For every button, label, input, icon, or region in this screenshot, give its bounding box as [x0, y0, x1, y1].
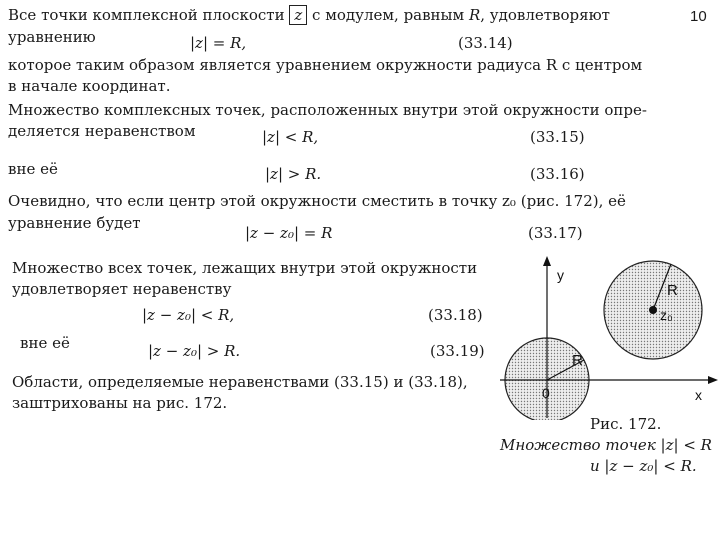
- axis-y-label: y: [557, 267, 564, 283]
- paragraph-3-line-2: деляется неравенством: [8, 122, 196, 140]
- origin-label: 0: [542, 385, 550, 401]
- eqno-33-18: (33.18): [428, 306, 483, 324]
- eqno-33-15: (33.15): [530, 128, 585, 146]
- equation-33-17: |z − z₀| = R: [245, 224, 333, 242]
- eqno-33-17: (33.17): [528, 224, 583, 242]
- paragraph-1-line-1: [8, 6, 610, 24]
- eqno-33-19: (33.19): [430, 342, 485, 360]
- eqno-33-14: (33.14): [458, 34, 513, 52]
- x-axis-arrow: [708, 376, 718, 384]
- outside-label-1: вне её: [8, 160, 58, 178]
- figure-172: [490, 250, 720, 420]
- center-point-z0: [649, 306, 657, 314]
- equation-33-14: |z| = R,: [190, 34, 247, 52]
- figure-caption-title: Рис. 172.: [590, 415, 662, 433]
- paragraph-8-line-2: заштрихованы на рис. 172.: [12, 394, 228, 412]
- z-boxed: z: [289, 5, 307, 25]
- eqno-33-16: (33.16): [530, 165, 585, 183]
- paragraph-2-line-1: которое таким образом является уравнением окружности радиуса R с центром: [8, 56, 643, 74]
- paragraph-5-line-1: Очевидно, что если центр этой окружности сместить в точку z₀ (рис. 172), её: [8, 192, 626, 210]
- equation-33-15: |z| < R,: [262, 128, 319, 146]
- p1-text-pre: Все точки комплексной плоскости: [8, 6, 285, 24]
- p1-text-mid: с модулем, равным: [312, 6, 465, 24]
- equation-33-19: |z − z₀| > R.: [148, 342, 241, 360]
- paragraph-2-line-2: в начале координат.: [8, 77, 171, 95]
- paragraph-3-line-1: Множество комплексных точек, расположенных внутри этой окружности опре-: [8, 101, 647, 119]
- paragraph-8-line-1: Области, определяемые неравенствами (33.15) и (33.18),: [12, 373, 468, 391]
- radius-label-1: R: [572, 352, 583, 369]
- figure-caption-line-2: и |z − z₀| < R.: [590, 457, 697, 475]
- equation-33-18: |z − z₀| < R,: [142, 306, 235, 324]
- p1-text-post: , удовлетворяют: [480, 6, 610, 24]
- paragraph-1-line-2: уравнению: [8, 28, 96, 46]
- axis-x-label: x: [695, 387, 702, 403]
- slide-number: 10: [690, 8, 707, 25]
- outside-label-2: вне её: [20, 334, 70, 352]
- p1-R: R: [468, 6, 481, 24]
- paragraph-6-line-1: Множество всех точек, лежащих внутри этой окружности: [12, 259, 478, 277]
- paragraph-5-line-2: уравнение будет: [8, 214, 141, 232]
- y-axis-arrow: [543, 256, 551, 266]
- center-label-z0: z₀: [660, 307, 673, 323]
- equation-33-16: |z| > R.: [265, 165, 322, 183]
- radius-label-2: R: [667, 282, 678, 299]
- figure-caption-line-1: Множество точек |z| < R: [500, 436, 712, 454]
- paragraph-6-line-2: удовлетворяет неравенству: [12, 280, 232, 298]
